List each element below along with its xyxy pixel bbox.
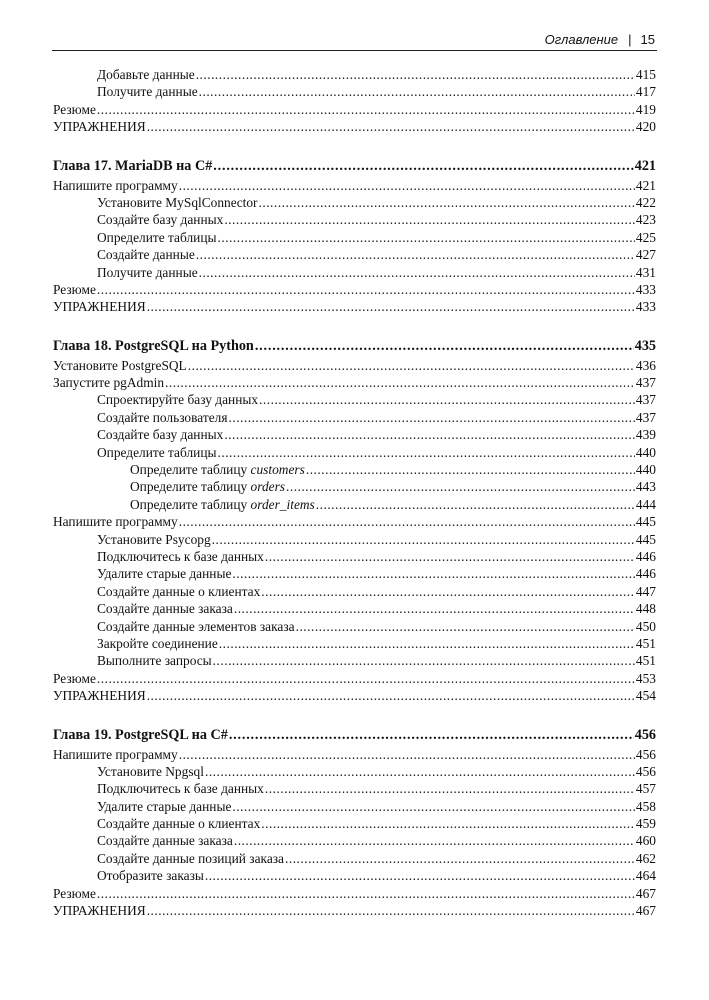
entry-page-number: 456 — [635, 763, 656, 779]
dot-leader — [224, 211, 635, 228]
toc-entry — [53, 763, 656, 780]
entry-title-text: Подключитесь к базе данных — [97, 781, 264, 797]
chapter-title: Глава 18. PostgreSQL на Python — [53, 337, 254, 354]
toc-entry — [53, 177, 656, 194]
entry-title-text: Резюме — [53, 101, 96, 117]
toc-section — [53, 156, 656, 316]
dot-leader — [259, 391, 635, 408]
toc-entry — [53, 902, 656, 919]
entry-title-text: Установите PostgreSQL — [53, 357, 187, 373]
entry-title-text: Резюме — [53, 670, 96, 686]
entry-title — [97, 531, 211, 548]
entry-title-italic: customers — [250, 462, 305, 478]
entry-title — [53, 177, 178, 194]
toc-entry — [53, 211, 656, 228]
dot-leader — [205, 867, 635, 884]
entry-title — [130, 496, 315, 513]
entry-page-number: 420 — [635, 119, 656, 135]
dot-leader — [213, 652, 635, 669]
dot-leader — [286, 478, 635, 495]
entry-title — [53, 357, 187, 374]
toc-entry — [53, 118, 656, 135]
dot-leader — [97, 670, 635, 687]
entry-title-text: Резюме — [53, 885, 96, 901]
entry-page-number: 454 — [635, 688, 656, 704]
entry-page-number: 425 — [635, 229, 656, 245]
toc-entry — [53, 670, 656, 687]
entry-page-number: 437 — [635, 409, 656, 425]
toc-chapter-heading — [53, 156, 656, 176]
dot-leader — [255, 336, 634, 356]
entry-title — [97, 815, 260, 832]
entry-page-number: 445 — [635, 531, 656, 547]
dot-leader — [179, 177, 635, 194]
entry-title-text: Установите Psycopg — [97, 531, 211, 547]
toc-entry — [53, 815, 656, 832]
chapter-page-number: 421 — [634, 157, 656, 174]
toc-entry — [53, 426, 656, 443]
entry-title — [97, 211, 223, 228]
entry-title — [97, 850, 284, 867]
entry-page-number: 417 — [635, 84, 656, 100]
toc-entry — [53, 780, 656, 797]
entry-page-number: 467 — [635, 903, 656, 919]
entry-title-text: Получите данные — [97, 84, 198, 100]
entry-title — [53, 374, 164, 391]
entry-title — [97, 565, 231, 582]
entry-page-number: 459 — [635, 816, 656, 832]
dot-leader — [218, 229, 635, 246]
dot-leader — [147, 902, 635, 919]
entry-title — [97, 618, 295, 635]
entry-page-number: 439 — [635, 427, 656, 443]
entry-page-number: 464 — [635, 868, 656, 884]
entry-page-number: 451 — [635, 635, 656, 651]
entry-page-number: 446 — [635, 548, 656, 564]
dot-leader — [196, 246, 635, 263]
toc-entry — [53, 652, 656, 669]
dot-leader — [179, 746, 635, 763]
toc-entry — [53, 565, 656, 582]
entry-title-text: Установите MySqlConnector — [97, 194, 258, 210]
toc-entry — [53, 850, 656, 867]
entry-title-text: УПРАЖНЕНИЯ — [53, 903, 146, 919]
dot-leader — [97, 885, 635, 902]
entry-title — [53, 746, 178, 763]
entry-title — [97, 66, 195, 83]
entry-title-text: Создайте пользователя — [97, 409, 228, 425]
dot-leader — [232, 798, 635, 815]
entry-title — [97, 763, 204, 780]
toc-entry — [53, 374, 656, 391]
dot-leader — [97, 101, 635, 118]
entry-title — [53, 885, 96, 902]
entry-page-number: 453 — [635, 670, 656, 686]
toc-entry — [53, 83, 656, 100]
toc-entry — [53, 531, 656, 548]
entry-title-text: Добавьте данные — [97, 67, 195, 82]
entry-title-text: Удалите старые данные — [97, 798, 232, 814]
dot-leader — [205, 763, 635, 780]
entry-page-number: 460 — [635, 833, 656, 849]
entry-title-text: УПРАЖНЕНИЯ — [53, 688, 146, 704]
entry-title — [97, 548, 264, 565]
entry-page-number: 443 — [635, 479, 656, 495]
dot-leader — [234, 600, 635, 617]
entry-title-text: Удалите старые данные — [97, 566, 232, 582]
toc-entry — [53, 298, 656, 315]
dot-leader — [234, 832, 635, 849]
dot-leader — [188, 357, 635, 374]
header-content — [545, 32, 655, 47]
header-title: Оглавление — [544, 32, 619, 47]
toc-entry — [53, 391, 656, 408]
entry-title-text: Напишите программу — [53, 746, 178, 762]
chapter-page-number: 435 — [634, 337, 656, 354]
entry-page-number: 456 — [635, 746, 656, 762]
dot-leader — [218, 444, 635, 461]
dot-leader — [179, 513, 635, 530]
entry-title-text: Создайте данные заказа — [97, 833, 233, 849]
entry-page-number: 448 — [635, 601, 656, 617]
entry-page-number: 447 — [635, 583, 656, 599]
entry-title — [97, 264, 198, 281]
entry-title-italic: order_items — [250, 496, 315, 512]
entry-title — [97, 194, 258, 211]
entry-title-text: Создайте данные элементов заказа — [97, 618, 295, 634]
entry-title — [97, 426, 223, 443]
entry-page-number: 440 — [635, 444, 656, 460]
dot-leader — [306, 461, 635, 478]
entry-title — [53, 902, 146, 919]
dot-leader — [165, 374, 635, 391]
entry-title — [97, 409, 228, 426]
toc-entry — [53, 746, 656, 763]
dot-leader — [219, 635, 635, 652]
entry-title — [97, 83, 198, 100]
toc-entry — [53, 461, 656, 478]
dot-leader — [147, 118, 635, 135]
toc-entry — [53, 687, 656, 704]
dot-leader — [229, 409, 635, 426]
entry-title — [97, 391, 258, 408]
entry-title — [53, 298, 146, 315]
dot-leader — [285, 850, 635, 867]
table-of-contents — [53, 66, 656, 939]
entry-title — [53, 670, 96, 687]
entry-title — [97, 600, 233, 617]
entry-title — [97, 798, 231, 815]
dot-leader — [224, 426, 635, 443]
entry-title — [97, 246, 195, 263]
toc-entry — [53, 583, 656, 600]
header-page-number: 15 — [640, 32, 655, 47]
entry-title-text: Запустите pgAdmin — [53, 375, 165, 391]
dot-leader — [147, 298, 635, 315]
entry-page-number: 458 — [635, 798, 656, 814]
toc-entry — [53, 618, 656, 635]
toc-section — [53, 336, 656, 705]
entry-title — [97, 229, 217, 246]
entry-title-text: Определите таблицы — [97, 444, 217, 460]
toc-entry — [53, 229, 656, 246]
dot-leader — [147, 687, 635, 704]
dot-leader — [212, 531, 635, 548]
entry-title-text: Создайте данные заказа — [97, 601, 233, 617]
entry-page-number: 415 — [635, 67, 656, 82]
entry-page-number: 451 — [635, 653, 656, 669]
chapter-page-number: 456 — [634, 726, 656, 743]
toc-entry — [53, 885, 656, 902]
toc-entry — [53, 513, 656, 530]
entry-title-italic: orders — [250, 479, 286, 495]
toc-entry — [53, 357, 656, 374]
entry-title — [97, 780, 264, 797]
entry-title — [53, 118, 146, 135]
entry-title-text: Выполните запросы — [97, 653, 212, 669]
entry-title-text: Получите данные — [97, 264, 198, 280]
entry-title-text: Создайте базу данных — [97, 212, 224, 228]
entry-title-text: Определите таблицу — [130, 479, 251, 495]
dot-leader — [213, 156, 633, 176]
entry-title-text: Отобразите заказы — [97, 868, 204, 884]
entry-page-number: 422 — [635, 194, 656, 210]
toc-entry — [53, 281, 656, 298]
entry-title-text: Определите таблицу — [130, 496, 251, 512]
toc-entry — [53, 194, 656, 211]
entry-title — [53, 281, 96, 298]
entry-page-number: 467 — [635, 885, 656, 901]
dot-leader — [265, 548, 635, 565]
entry-title — [97, 635, 218, 652]
toc-entry — [53, 66, 656, 83]
entry-title-text: Подключитесь к базе данных — [97, 548, 264, 564]
entry-title-text: Спроектируйте базу данных — [97, 392, 259, 408]
entry-title-text: Закройте соединение — [97, 635, 218, 651]
dot-leader — [296, 618, 635, 635]
entry-title — [53, 687, 146, 704]
entry-title-text: Создайте данные о клиентах — [97, 583, 261, 599]
entry-title-text: Создайте данные — [97, 247, 195, 263]
toc-entry — [53, 798, 656, 815]
entry-title — [53, 513, 178, 530]
entry-page-number: 457 — [635, 781, 656, 797]
entry-title-text: УПРАЖНЕНИЯ — [53, 119, 146, 135]
toc-entry — [53, 496, 656, 513]
entry-page-number: 437 — [635, 392, 656, 408]
entry-title-text: Создайте данные о клиентах — [97, 816, 261, 832]
entry-page-number: 436 — [635, 357, 656, 373]
dot-leader — [199, 83, 635, 100]
toc-entry — [53, 635, 656, 652]
entry-page-number: 444 — [635, 496, 656, 512]
toc-entry — [53, 101, 656, 118]
entry-title-text: УПРАЖНЕНИЯ — [53, 299, 146, 315]
dot-leader — [199, 264, 635, 281]
entry-title-text: Резюме — [53, 281, 96, 297]
entry-title — [53, 101, 96, 118]
entry-title — [97, 444, 217, 461]
toc-section — [53, 725, 656, 920]
entry-page-number: 450 — [635, 618, 656, 634]
entry-page-number: 445 — [635, 514, 656, 530]
toc-entry — [53, 867, 656, 884]
entry-title — [97, 652, 212, 669]
entry-title-text: Определите таблицы — [97, 229, 217, 245]
entry-page-number: 462 — [635, 850, 656, 866]
chapter-title: Глава 17. MariaDB на C# — [53, 157, 213, 174]
entry-page-number: 433 — [635, 299, 656, 315]
entry-title-text: Напишите программу — [53, 177, 178, 193]
entry-title — [97, 583, 260, 600]
dot-leader — [196, 66, 635, 83]
toc-entry — [53, 409, 656, 426]
dot-leader — [316, 496, 635, 513]
entry-title — [97, 832, 233, 849]
dot-leader — [97, 281, 635, 298]
toc-entry — [53, 832, 656, 849]
entry-page-number: 431 — [635, 264, 656, 280]
entry-title — [97, 867, 204, 884]
dot-leader — [265, 780, 635, 797]
entry-title-text: Создайте базу данных — [97, 427, 224, 443]
entry-title-text: Напишите программу — [53, 514, 178, 530]
dot-leader — [259, 194, 635, 211]
chapter-title: Глава 19. PostgreSQL на C# — [53, 726, 228, 743]
entry-title-text: Создайте данные позиций заказа — [97, 850, 284, 866]
entry-title-text: Определите таблицу — [130, 462, 251, 478]
entry-page-number: 427 — [635, 247, 656, 263]
toc-entry — [53, 600, 656, 617]
toc-section — [53, 66, 656, 136]
entry-page-number: 433 — [635, 281, 656, 297]
toc-entry — [53, 264, 656, 281]
toc-entry — [53, 548, 656, 565]
toc-entry — [53, 444, 656, 461]
dot-leader — [229, 725, 634, 745]
entry-title — [130, 461, 305, 478]
dot-leader — [261, 583, 635, 600]
entry-title — [130, 478, 285, 495]
dot-leader — [232, 565, 635, 582]
entry-page-number: 437 — [635, 375, 656, 391]
toc-chapter-heading — [53, 725, 656, 745]
toc-chapter-heading — [53, 336, 656, 356]
entry-page-number: 423 — [635, 212, 656, 228]
entry-page-number: 446 — [635, 566, 656, 582]
entry-title-text: Установите Npgsql — [97, 763, 204, 779]
entry-page-number: 421 — [635, 177, 656, 193]
toc-entry — [53, 246, 656, 263]
entry-page-number: 440 — [635, 462, 656, 478]
running-header — [52, 30, 657, 51]
header-separator: | — [628, 32, 632, 47]
toc-entry — [53, 478, 656, 495]
dot-leader — [261, 815, 635, 832]
entry-page-number: 419 — [635, 101, 656, 117]
